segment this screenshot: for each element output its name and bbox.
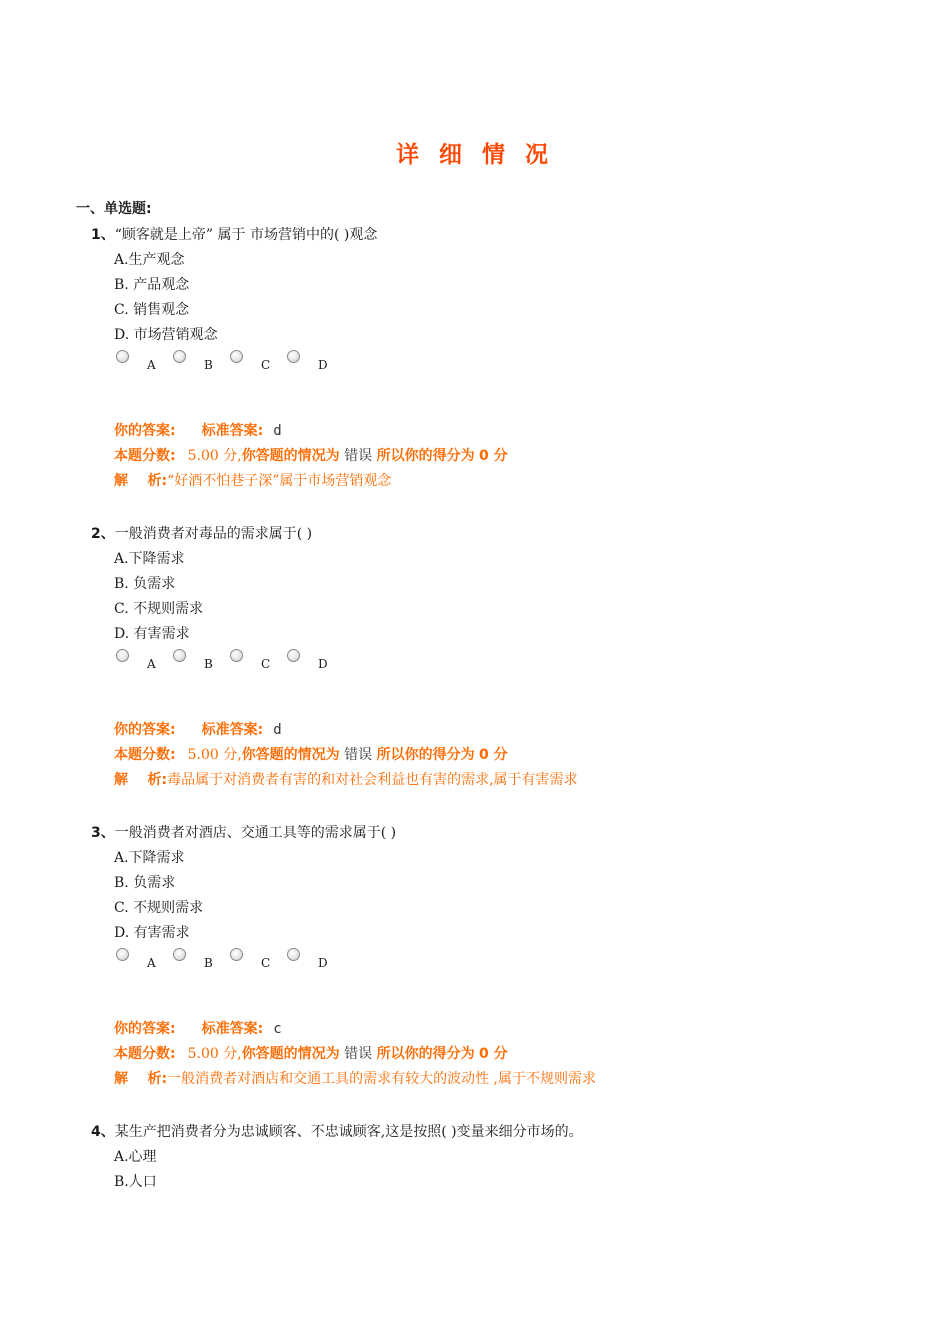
score-value: 5.00 分,	[187, 448, 242, 464]
analysis-label: 解 析:	[114, 772, 168, 788]
score-label: 本题分数:	[114, 747, 176, 763]
answer-radio-group	[116, 649, 891, 673]
question-number: 2、	[91, 526, 115, 542]
standard-answer-label: 标准答案:	[201, 722, 264, 738]
status-value: 错误	[344, 747, 373, 763]
question-number: 3、	[91, 825, 115, 841]
standard-answer-label: 标准答案:	[201, 423, 264, 439]
option-c: C. 不规则需求	[114, 601, 204, 617]
question-title	[91, 1120, 891, 1145]
radio-d[interactable]	[287, 350, 300, 363]
option-d: D. 有害需求	[114, 925, 190, 941]
radio-d[interactable]	[287, 649, 300, 662]
analysis-text: 毒品属于对消费者有害的和对社会利益也有害的需求,属于有害需求	[167, 772, 578, 788]
score-label: 本题分数:	[114, 448, 176, 464]
radio-c[interactable]	[230, 649, 243, 662]
got-value: 0 分	[479, 448, 508, 464]
got-label: 所以你的得分为	[376, 747, 475, 763]
radio-a[interactable]	[116, 649, 129, 662]
option-d: D. 有害需求	[114, 626, 190, 642]
standard-answer-label: 标准答案:	[201, 1021, 264, 1037]
option-b: B.人口	[114, 1174, 157, 1190]
question-title	[91, 522, 891, 547]
got-value: 0 分	[479, 1046, 508, 1062]
question-4	[91, 1120, 891, 1195]
standard-answer-value: d	[273, 722, 282, 738]
radio-label-a: A	[147, 956, 156, 970]
answer-radio-group	[116, 350, 891, 374]
radio-label-c: C	[261, 358, 271, 372]
radio-a[interactable]	[116, 350, 129, 363]
option-b: B. 负需求	[114, 576, 176, 592]
radio-c[interactable]	[230, 350, 243, 363]
analysis-text: “好酒不怕巷子深”属于市场营销观念	[167, 473, 392, 489]
result-block	[114, 718, 891, 793]
radio-label-b: B	[204, 358, 213, 372]
got-label: 所以你的得分为	[376, 1046, 475, 1062]
result-block	[114, 419, 891, 494]
question-1	[91, 223, 891, 494]
radio-label-d: D	[318, 657, 328, 671]
radio-label-b: B	[204, 956, 213, 970]
question-number: 1、	[91, 227, 115, 243]
question-text: “顾客就是上帝” 属于 市场营销中的( )观念	[114, 227, 378, 243]
radio-label-b: B	[204, 657, 213, 671]
question-number: 4、	[91, 1124, 115, 1140]
question-title	[91, 821, 891, 846]
status-value: 错误	[344, 1046, 373, 1062]
question-text: 一般消费者对毒品的需求属于( )	[114, 526, 313, 542]
got-value: 0 分	[479, 747, 508, 763]
got-label: 所以你的得分为	[376, 448, 475, 464]
radio-label-c: C	[261, 956, 271, 970]
your-answer-label: 你的答案:	[114, 423, 176, 439]
status-label: 你答题的情况为	[241, 1046, 340, 1062]
standard-answer-value: d	[273, 423, 282, 439]
score-value: 5.00 分,	[187, 747, 242, 763]
analysis-text: 一般消费者对酒店和交通工具的需求有较大的波动性 ,属于不规则需求	[167, 1071, 597, 1087]
radio-label-a: A	[147, 657, 156, 671]
radio-d[interactable]	[287, 948, 300, 961]
standard-answer-value: c	[273, 1021, 282, 1037]
radio-b[interactable]	[173, 350, 186, 363]
score-value: 5.00 分,	[187, 1046, 242, 1062]
question-title	[91, 223, 891, 248]
option-d: D. 市场营销观念	[114, 327, 218, 343]
radio-b[interactable]	[173, 948, 186, 961]
status-label: 你答题的情况为	[241, 747, 340, 763]
radio-b[interactable]	[173, 649, 186, 662]
radio-c[interactable]	[230, 948, 243, 961]
your-answer-label: 你的答案:	[114, 1021, 176, 1037]
answer-radio-group	[116, 948, 891, 972]
question-text: 某生产把消费者分为忠诚顾客、不忠诚顾客,这是按照( )变量来细分市场的。	[114, 1124, 583, 1140]
radio-a[interactable]	[116, 948, 129, 961]
option-c: C. 销售观念	[114, 302, 190, 318]
option-b: B. 负需求	[114, 875, 176, 891]
your-answer-label: 你的答案:	[114, 722, 176, 738]
radio-label-c: C	[261, 657, 271, 671]
option-b: B. 产品观念	[114, 277, 190, 293]
question-text: 一般消费者对酒店、交通工具等的需求属于( )	[114, 825, 397, 841]
result-block	[114, 1017, 891, 1092]
radio-label-d: D	[318, 956, 328, 970]
page-title: 详 细 情 况	[395, 142, 555, 168]
score-label: 本题分数:	[114, 1046, 176, 1062]
radio-label-a: A	[147, 358, 156, 372]
question-3	[91, 821, 891, 1092]
option-a: A.心理	[114, 1149, 157, 1165]
option-a: A.生产观念	[114, 252, 185, 268]
option-c: C. 不规则需求	[114, 900, 204, 916]
status-label: 你答题的情况为	[241, 448, 340, 464]
radio-label-d: D	[318, 358, 328, 372]
section-title: 一、单选题:	[76, 201, 152, 217]
option-a: A.下降需求	[114, 551, 185, 567]
status-value: 错误	[344, 448, 373, 464]
option-a: A.下降需求	[114, 850, 185, 866]
analysis-label: 解 析:	[114, 1071, 168, 1087]
analysis-label: 解 析:	[114, 473, 168, 489]
question-2	[91, 522, 891, 793]
